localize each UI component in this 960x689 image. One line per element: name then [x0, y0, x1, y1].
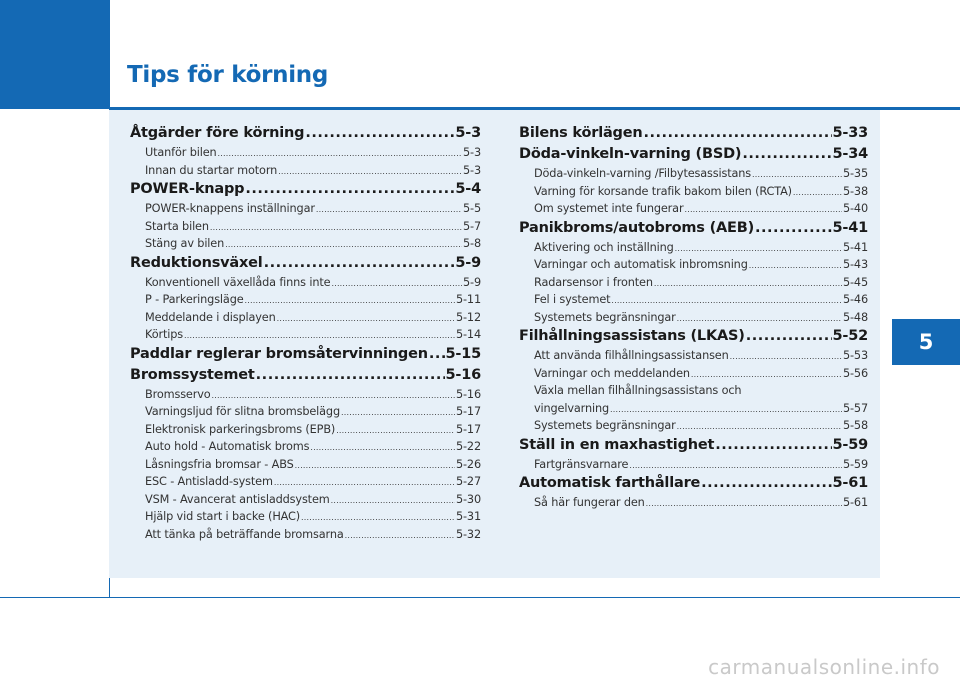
toc-page-number: 5-59 [842, 457, 868, 471]
toc-entry-label: Aktivering och inställning [534, 240, 674, 254]
toc-subsection[interactable] [519, 200, 868, 218]
toc-subsection[interactable] [130, 456, 481, 474]
toc-page-number: 5-35 [842, 167, 868, 180]
toc-section[interactable] [130, 179, 481, 200]
toc-subsection[interactable] [130, 309, 481, 327]
toc-page-number: 5-5 [462, 202, 481, 215]
toc-entry-label: Ställ in en maxhastighet [519, 436, 715, 453]
toc-entry-label: Bromssystemet [130, 366, 255, 383]
toc-entry-label: Varning för korsande trafik bakom bilen (RCTA) [534, 184, 792, 198]
toc-entry-label: vingelvarning [534, 401, 609, 415]
dot-leader [212, 386, 455, 404]
dot-leader [611, 291, 842, 309]
dot-leader [746, 326, 832, 347]
toc-section[interactable] [130, 344, 481, 365]
dot-leader [277, 309, 455, 327]
toc-subsection[interactable] [519, 165, 868, 183]
toc-entry-label: POWER-knapp [130, 181, 245, 197]
toc-subsection[interactable] [130, 386, 481, 404]
toc-subsection[interactable] [130, 473, 481, 491]
toc-entry-label: Automatisk farthållare [519, 475, 701, 491]
toc-page-number: 5-53 [842, 349, 868, 362]
toc-entry-label: Panikbroms/autobroms (AEB) [519, 219, 754, 236]
toc-entry-label: Starta bilen [145, 219, 209, 233]
toc-entry-label: Varningsljud för slitna bromsbelägg [145, 405, 340, 418]
toc-page-number: 5-17 [455, 405, 481, 418]
toc-entry-label: Stäng av bilen [145, 237, 225, 250]
toc-subsection[interactable] [519, 365, 868, 383]
dot-leader [749, 256, 842, 274]
toc-entry-label: Åtgärder före körning [130, 125, 305, 141]
toc-page-number: 5-56 [842, 366, 868, 380]
toc-entry-label: Fartgränsvarnare [534, 457, 629, 471]
toc-page-number: 5-41 [832, 219, 868, 236]
dot-leader [316, 200, 462, 218]
dot-leader [331, 274, 462, 292]
toc-page-number: 5-11 [455, 293, 481, 306]
toc-page-number: 5-17 [455, 422, 481, 436]
toc-page-number: 5-59 [832, 436, 868, 453]
toc-entry-label: Låsningsfria bromsar - ABS [145, 457, 294, 471]
dot-leader [646, 494, 842, 512]
toc-subsection[interactable] [130, 508, 481, 526]
title-rule [109, 107, 960, 110]
dot-leader [793, 183, 842, 201]
toc-subsection[interactable] [519, 291, 868, 309]
toc-right-column [519, 123, 868, 512]
dot-leader [677, 417, 842, 435]
toc-page-number: 5-48 [842, 310, 868, 324]
toc-entry-label: Elektronisk parkeringsbroms (EPB) [145, 422, 336, 436]
dot-leader [677, 309, 842, 327]
toc-entry-label: Systemets begränsningar [534, 310, 676, 324]
toc-entry-label: Radarsensor i fronten [534, 275, 653, 289]
toc-entry-label: Så här fungerar den [534, 496, 645, 509]
toc-page-number: 5-30 [455, 492, 481, 506]
dot-leader [610, 400, 842, 418]
toc-page-number: 5-41 [842, 240, 868, 254]
toc-page-number: 5-9 [455, 254, 481, 271]
toc-entry-label: Bilens körlägen [519, 125, 643, 141]
toc-entry-label: Konventionell växellåda finns inte [145, 275, 331, 289]
toc-subsection[interactable] [130, 235, 481, 253]
toc-entry-label: Varningar och automatisk inbromsning [534, 258, 748, 271]
toc-entry-label: Utanför bilen [145, 146, 217, 159]
toc-section[interactable] [130, 365, 481, 386]
toc-subsection[interactable] [519, 274, 868, 292]
toc-entry-label: P - Parkeringsläge [145, 293, 244, 306]
dot-leader [644, 123, 832, 144]
toc-subsection[interactable] [519, 400, 868, 418]
dot-leader [654, 274, 842, 292]
page-title: Tips för körning [127, 62, 329, 88]
dot-leader [218, 144, 462, 162]
toc-subsection[interactable] [519, 347, 868, 365]
toc-subsection[interactable] [130, 421, 481, 439]
dot-leader [752, 165, 842, 183]
toc-subsection[interactable] [519, 309, 868, 327]
toc-page-number: 5-52 [832, 328, 868, 344]
toc-page-number: 5-27 [455, 475, 481, 488]
dot-leader [295, 456, 455, 474]
toc-entry-label: Körtips [145, 328, 183, 341]
toc-page-number: 5-3 [455, 125, 481, 141]
dot-leader [336, 421, 455, 439]
toc-page-number: 5-22 [455, 440, 481, 453]
toc-subsection[interactable] [519, 494, 868, 512]
dot-leader [341, 403, 455, 421]
dot-leader [225, 235, 462, 253]
watermark: carmanualsonline.info [708, 655, 940, 679]
toc-entry-label: Att tänka på beträffande bromsarna [145, 527, 344, 541]
toc-entry-label: Om systemet inte fungerar [534, 202, 684, 215]
toc-page-number: 5-61 [832, 475, 868, 491]
dot-leader [684, 200, 842, 218]
toc-subsection[interactable] [130, 491, 481, 509]
toc-page-number: 5-8 [462, 237, 481, 250]
toc-entry-label: Meddelande i displayen [145, 310, 276, 324]
dot-leader [305, 123, 454, 144]
toc-page-number: 5-57 [842, 401, 868, 415]
toc-section[interactable] [130, 253, 481, 274]
toc-page-number: 5-4 [455, 181, 481, 197]
toc-page-number: 5-12 [455, 310, 481, 324]
toc-page-number: 5-26 [455, 457, 481, 471]
toc-subsection[interactable] [130, 144, 481, 162]
toc-entry-label: Innan du startar motorn [145, 163, 278, 177]
corner-block [0, 0, 109, 109]
toc-subsection[interactable] [130, 162, 481, 180]
toc-entry-label: Auto hold - Automatisk broms [145, 440, 310, 453]
dot-leader [256, 365, 445, 386]
toc-entry-label: Paddlar reglerar bromsåtervinningen [130, 345, 428, 362]
toc-page-number: 5-61 [842, 496, 868, 509]
toc-page-number: 5-33 [832, 125, 868, 141]
toc-subsection[interactable] [519, 183, 868, 201]
toc-subsection[interactable] [130, 438, 481, 456]
toc-subsection[interactable] [519, 256, 868, 274]
toc-entry-label: Hjälp vid start i backe (HAC) [145, 510, 301, 523]
toc-entry-label: Fel i systemet [534, 293, 611, 306]
toc-subsection[interactable] [519, 456, 868, 474]
toc-page-number: 5-9 [462, 275, 481, 289]
dot-leader [345, 526, 455, 544]
toc-subsection[interactable] [130, 200, 481, 218]
bottom-rule [0, 597, 960, 598]
toc-section[interactable] [519, 144, 868, 165]
toc-subsection[interactable] [130, 526, 481, 544]
toc-entry-label: Reduktionsväxel [130, 254, 263, 271]
toc-page-number: 5-45 [842, 275, 868, 289]
dot-leader [701, 473, 831, 494]
toc-entry-label: Döda-vinkeln-varning /Filbytesassistans [534, 167, 752, 180]
toc-section[interactable] [519, 473, 868, 494]
dot-leader [210, 218, 462, 236]
chapter-tab[interactable]: 5 [892, 319, 960, 365]
toc-page-number: 5-38 [842, 184, 868, 198]
toc-subsection[interactable] [130, 291, 481, 309]
toc-entry-label: Döda-vinkeln-varning (BSD) [519, 146, 742, 162]
toc-left-column [130, 123, 481, 543]
toc-subsection[interactable] [519, 382, 868, 400]
dot-leader [691, 365, 842, 383]
dot-leader [715, 435, 831, 456]
toc-section[interactable] [519, 123, 868, 144]
dot-leader [245, 291, 455, 309]
dot-leader [301, 508, 455, 526]
toc-entry-label: Filhållningsassistans (LKAS) [519, 328, 745, 344]
dot-leader [245, 179, 454, 200]
dot-leader [730, 347, 842, 365]
toc-page-number: 5-40 [842, 202, 868, 215]
toc-page-number: 5-16 [455, 387, 481, 401]
toc-entry-label: ESC - Antisladd-system [145, 475, 273, 488]
dot-leader [429, 344, 445, 365]
toc-entry-label: Att använda filhållningsassistansen [534, 349, 729, 362]
dot-leader [675, 239, 842, 257]
toc-entry-label: Växla mellan filhållningsassistans och [534, 384, 742, 397]
toc-page-number: 5-34 [832, 146, 868, 162]
toc-page-number: 5-46 [842, 293, 868, 306]
toc-page-number: 5-31 [455, 510, 481, 523]
dot-leader [310, 438, 455, 456]
toc-subsection[interactable] [130, 218, 481, 236]
toc-page-number: 5-3 [462, 146, 481, 159]
toc-entry-label: Systemets begränsningar [534, 419, 676, 432]
toc-page-number: 5-14 [455, 328, 481, 341]
dot-leader [742, 144, 831, 165]
dot-leader [755, 218, 832, 239]
toc-entry-label: VSM - Avancerat antisladdsystem [145, 492, 330, 506]
dot-leader [184, 326, 455, 344]
toc-page-number: 5-15 [445, 345, 481, 362]
toc-subsection[interactable] [130, 326, 481, 344]
toc-subsection[interactable] [130, 403, 481, 421]
toc-entry-label: Varningar och meddelanden [534, 366, 690, 380]
toc-section[interactable] [130, 123, 481, 144]
toc-subsection[interactable] [519, 239, 868, 257]
dot-leader [278, 162, 462, 180]
toc-page-number: 5-3 [462, 163, 481, 177]
toc-entry-label: Bromsservo [145, 387, 211, 401]
toc-section[interactable] [519, 218, 868, 239]
toc-page-number: 5-32 [455, 527, 481, 541]
dot-leader [274, 473, 455, 491]
toc-subsection[interactable] [519, 417, 868, 435]
dot-leader [331, 491, 455, 509]
toc-page-number: 5-16 [445, 366, 481, 383]
toc-section[interactable] [519, 326, 868, 347]
dot-leader [629, 456, 842, 474]
toc-page-number: 5-58 [842, 419, 868, 432]
toc-page-number: 5-43 [842, 258, 868, 271]
toc-page-number: 5-7 [462, 219, 481, 233]
toc-section[interactable] [519, 435, 868, 456]
toc-entry-label: POWER-knappens inställningar [145, 202, 315, 215]
dot-leader [264, 253, 455, 274]
toc-subsection[interactable] [130, 274, 481, 292]
